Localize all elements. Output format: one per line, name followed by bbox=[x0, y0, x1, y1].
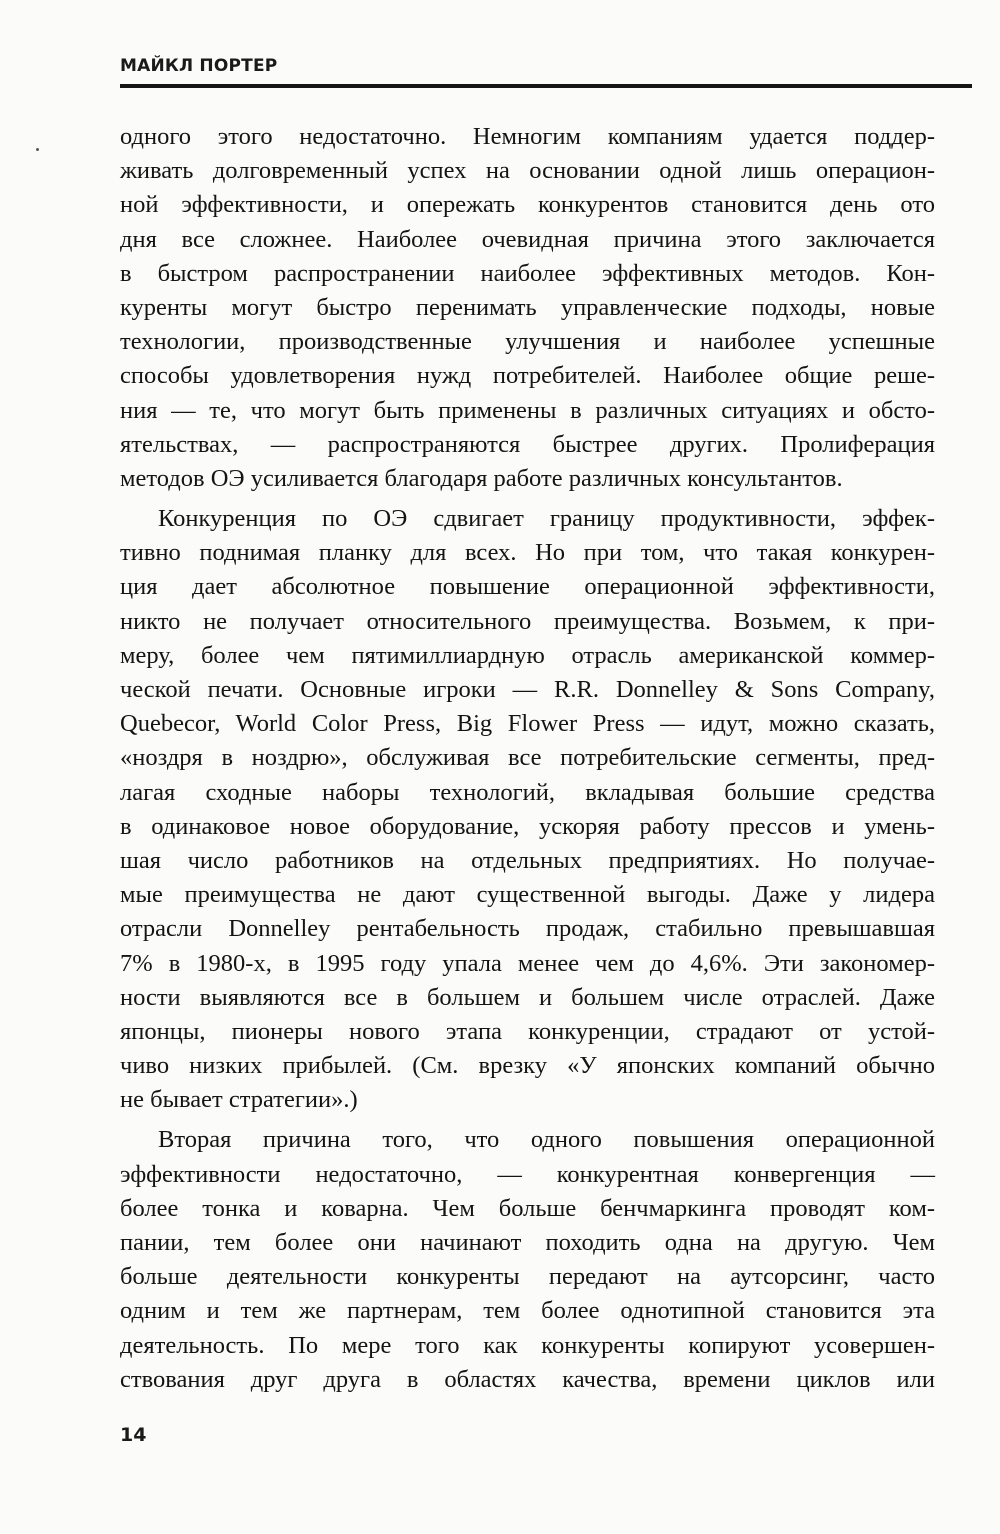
header-rule bbox=[120, 84, 972, 88]
text-line: Конкуренция по ОЭ сдвигает границу продуктивности, эффек- bbox=[158, 505, 935, 533]
text-line: пании, тем более они начинают походить одна на другую. Чем bbox=[120, 1229, 935, 1256]
text-line: никто не получает относительного преимущества. Возьмем, к при- bbox=[120, 607, 935, 635]
text-line: ятельствах, — распространяются быстрее других. Пролиферация bbox=[120, 430, 935, 458]
text-line: деятельность. По мере того как конкуренты копируют усовершен- bbox=[120, 1331, 935, 1359]
text-line: не бывает стратегии».) bbox=[120, 1086, 358, 1114]
text-line: Quebecor, World Color Press, Big Flower Press — идут, можно сказать, bbox=[120, 710, 935, 738]
text-line: более тонка и коварна. Чем больше бенчмаркинга проводят ком- bbox=[120, 1194, 935, 1222]
text-line: отрасли Donnelley рентабельность продаж, стабильно превышавшая bbox=[120, 915, 935, 943]
text-line: лагая сходные наборы технологий, вкладывая большие средства bbox=[120, 778, 935, 806]
body-text bbox=[120, 120, 935, 1397]
page-number: 14 bbox=[120, 1424, 147, 1446]
text-line: в одинаковое новое оборудование, ускоряя работу прессов и умень- bbox=[120, 812, 935, 840]
running-head-author: МАЙКЛ ПОРТЕР bbox=[120, 56, 278, 76]
text-line: куренты могут быстро перенимать управленческие подходы, новые bbox=[120, 293, 935, 321]
text-line: ческой печати. Основные игроки — R.R. Donnelley & Sons Company, bbox=[120, 676, 935, 703]
text-line: меру, более чем пятимиллиардную отрасль американской коммер- bbox=[120, 641, 935, 669]
text-line: живать долговременный успех на основании одной лишь операцион- bbox=[120, 157, 935, 185]
text-line: ности выявляются все в большем и большем числе отраслей. Даже bbox=[120, 983, 935, 1011]
paragraph-1 bbox=[120, 120, 935, 496]
text-line: одним и тем же партнерам, тем более однотипной становится эта bbox=[120, 1297, 935, 1325]
text-line: одного этого недостаточно. Немногим компаниям удается поддер- bbox=[120, 123, 935, 150]
scan-speck bbox=[36, 148, 39, 151]
text-line: ния — те, что могут быть применены в различных ситуациях и обсто- bbox=[120, 396, 935, 424]
text-line: в быстром распространении наиболее эффективных методов. Кон- bbox=[120, 259, 935, 287]
text-line: ствования друг друга в областях качества, времени циклов или bbox=[120, 1365, 935, 1393]
text-line: ция дает абсолютное повышение операционной эффективности, bbox=[120, 573, 935, 601]
text-line: эффективности недостаточно, — конкурентная конвергенция — bbox=[120, 1160, 935, 1188]
text-line: ной эффективности, и опережать конкурентов становится день ото bbox=[120, 191, 935, 219]
text-line: способы удовлетворения нужд потребителей. Наиболее общие реше- bbox=[120, 362, 935, 390]
text-line: технологии, производственные улучшения и наиболее успешные bbox=[120, 328, 935, 356]
text-line: «ноздря в ноздрю», обслуживая все потребительские сегменты, пред- bbox=[120, 744, 935, 772]
text-line: чиво низких прибылей. (См. врезку «У японских компаний обычно bbox=[120, 1052, 935, 1080]
text-line: 7% в 1980-х, в 1995 году упала менее чем до 4,6%. Эти закономер- bbox=[120, 949, 935, 977]
text-line: шая число работников на отдельных предприятиях. Но получае- bbox=[120, 846, 935, 874]
text-line: мые преимущества не дают существенной выгоды. Даже у лидера bbox=[120, 881, 935, 909]
paragraph-3 bbox=[120, 1123, 935, 1397]
text-line: дня все сложнее. Наиболее очевидная причина этого заключается bbox=[120, 225, 935, 253]
text-line: японцы, пионеры нового этапа конкуренции, страдают от устой- bbox=[120, 1017, 935, 1045]
paragraph-2 bbox=[120, 502, 935, 1117]
text-line: Вторая причина того, что одного повышения операционной bbox=[158, 1126, 935, 1154]
text-line: методов ОЭ усиливается благодаря работе различных консультантов. bbox=[120, 464, 843, 492]
text-line: тивно поднимая планку для всех. Но при том, что такая конкурен- bbox=[120, 539, 935, 567]
text-line: больше деятельности конкуренты передают на аутсорсинг, часто bbox=[120, 1263, 935, 1291]
